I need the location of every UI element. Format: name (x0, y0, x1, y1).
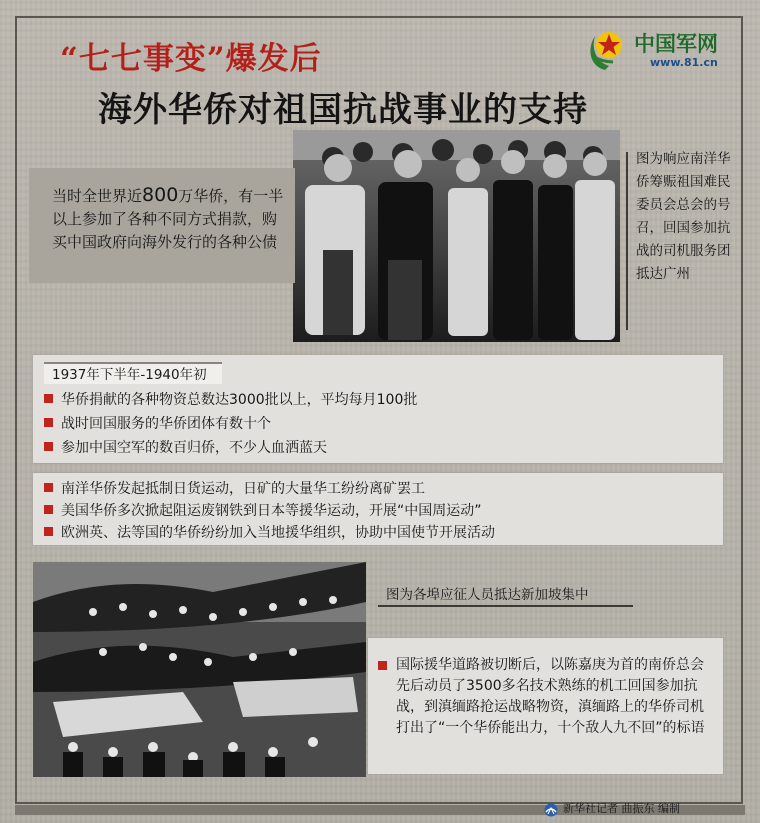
section1-date-tag: 1937年下半年-1940年初 (44, 362, 222, 384)
intro-text (52, 184, 288, 254)
logo-url: www.81.cn (650, 56, 718, 69)
section1-item-text: 华侨捐献的各种物资总数达3000批以上，平均每月100批 (61, 392, 418, 408)
xinhua-globe-icon (544, 803, 558, 817)
logo-name: 中国军网 (634, 32, 718, 56)
credit-text: 新华社记者 曲振东 编制 (563, 802, 680, 815)
section2-item-text: 欧洲英、法等国的华侨纷纷加入当地援华组织，协助中国使节开展活动 (61, 525, 495, 541)
section1-item-text: 战时回国服务的华侨团体有数十个 (61, 416, 271, 432)
bullet-square-icon (44, 527, 53, 536)
section1-item (44, 415, 271, 433)
section3-text: 国际援华道路被切断后，以陈嘉庚为首的南侨总会先后动员了3500多名技术熟练的机工回国参加抗战，到滇缅路抢运战略物资，滇缅路上的华侨司机打出了“一个华侨能出力，十个敌人九不回”的标语 (396, 657, 705, 736)
section2-item-text: 南洋华侨发起抵制日货运动，日矿的大量华工纷纷离矿罢工 (61, 481, 425, 497)
section1-item (44, 439, 327, 457)
section1-item-text: 参加中国空军的数百归侨，不少人血洒蓝天 (61, 440, 327, 456)
section2-item (44, 524, 495, 542)
section1-item (44, 391, 417, 409)
title-line-1: “七七事变”爆发后 (60, 41, 322, 77)
photo1-caption-divider (626, 152, 628, 330)
photo2-caption: 图为各埠应征人员抵达新加坡集中 (386, 587, 589, 603)
section2-item (44, 502, 482, 520)
bullet-square-icon (44, 394, 53, 403)
bullet-square-icon (44, 418, 53, 427)
section2-item-text: 美国华侨多次掀起阻运废钢铁到日本等援华运动，开展“中国周运动” (61, 503, 482, 519)
bullet-square-icon (44, 442, 53, 451)
title-line-2: 海外华侨对祖国抗战事业的支持 (98, 90, 588, 130)
intro-text-before: 当时全世界近 (52, 187, 143, 205)
photo-drivers-group (293, 130, 620, 342)
bullet-square-icon (44, 505, 53, 514)
intro-text-after: 万华侨，有一半以上参加了各种不同方式捐款，购买中国政府向海外发行的各种公债 (52, 187, 284, 251)
bullet-square-icon (378, 661, 387, 670)
photo1-caption: 图为响应南洋华侨筹赈祖国难民委员会总会的号召，回国参加抗战的司机服务团抵达广州 (636, 151, 731, 282)
photo-singapore-crowd (33, 562, 366, 777)
intro-number: 800 (142, 184, 179, 206)
section2-item (44, 480, 425, 498)
bullet-square-icon (44, 483, 53, 492)
